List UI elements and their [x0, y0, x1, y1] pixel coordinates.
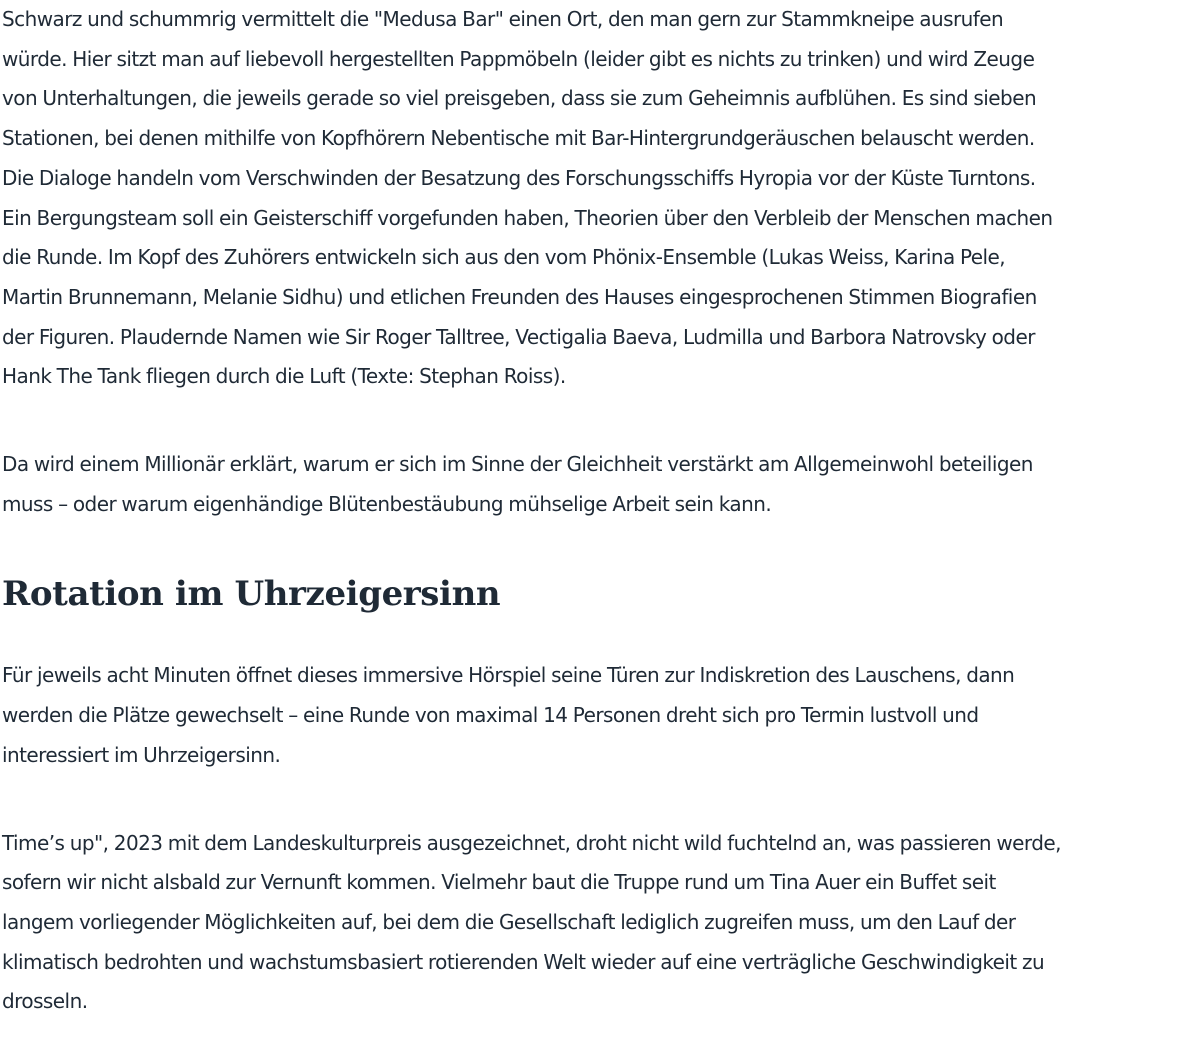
article-body — [2, 0, 1200, 1022]
text-line: Hank The Tank fliegen durch die Luft (Texte: Stephan Roiss). — [2, 364, 566, 389]
text-line: Time’s up", 2023 mit dem Landeskulturpreis ausgezeichnet, droht nicht wild fuchtelnd an, was passieren werde, — [2, 830, 1061, 855]
paragraph-times-up — [2, 824, 1200, 1023]
text-line: drosseln. — [2, 989, 88, 1014]
paragraph-millionaer — [2, 445, 1200, 524]
text-line: Schwarz und schummrig vermittelt die "Medusa Bar" einen Ort, den man gern zur Stammkneipe ausrufen — [2, 7, 1004, 31]
paragraph-hoerspiel — [2, 656, 1200, 775]
text-line: Martin Brunnemann, Melanie Sidhu) und etlichen Freunden des Hauses eingesprochenen Stimmen Biografien — [2, 284, 1037, 309]
text-line: Da wird einem Millionär erklärt, warum er sich im Sinne der Gleichheit verstärkt am Allgemeinwohl beteiligen — [2, 452, 1033, 477]
text-line: Die Dialoge handeln vom Verschwinden der Besatzung des Forschungsschiffs Hyropia vor der Küste Turntons. — [2, 165, 1036, 190]
text-line: interessiert im Uhrzeigersinn. — [2, 742, 281, 767]
text-line: muss – oder warum eigenhändige Blütenbestäubung mühselige Arbeit sein kann. — [2, 491, 772, 516]
text-line: von Unterhaltungen, die jeweils gerade so viel preisgeben, dass sie zum Geheimnis aufblühen. Es sind sieben — [2, 86, 1037, 111]
text-line: klimatisch bedrohten und wachstumsbasiert rotierenden Welt wieder auf eine verträgliche Geschwindigkeit zu — [2, 949, 1045, 974]
text-line: die Runde. Im Kopf des Zuhörers entwickeln sich aus den vom Phönix-Ensemble (Lukas Weiss, Karina Pele, — [2, 245, 1006, 270]
text-line: langem vorliegender Möglichkeiten auf, bei dem die Gesellschaft lediglich zugreifen muss, um den Lauf der — [2, 909, 1016, 934]
text-line: Stationen, bei denen mithilfe von Kopfhörern Nebentische mit Bar-Hintergrundgeräuschen belauscht werden. — [2, 126, 1035, 151]
text-line: Ein Bergungsteam soll ein Geisterschiff vorgefunden haben, Theorien über den Verbleib der Menschen machen — [2, 205, 1053, 230]
paragraph-medusa-bar — [2, 0, 1200, 397]
section-heading: Rotation im Uhrzeigersinn — [2, 574, 501, 615]
text-line: der Figuren. Plaudernde Namen wie Sir Roger Talltree, Vectigalia Baeva, Ludmilla und Barbora Natrovsky oder — [2, 324, 1035, 349]
text-line: Für jeweils acht Minuten öffnet dieses immersive Hörspiel seine Türen zur Indiskretion des Lauschens, dann — [2, 663, 1015, 688]
text-line: sofern wir nicht alsbald zur Vernunft kommen. Vielmehr baut die Truppe rund um Tina Auer ein Buffet seit — [2, 870, 996, 895]
text-line: würde. Hier sitzt man auf liebevoll hergestellten Pappmöbeln (leider gibt es nichts zu trinken) und wird Zeuge — [2, 46, 1035, 71]
text-line: werden die Plätze gewechselt – eine Runde von maximal 14 Personen dreht sich pro Termin lustvoll und — [2, 703, 979, 728]
